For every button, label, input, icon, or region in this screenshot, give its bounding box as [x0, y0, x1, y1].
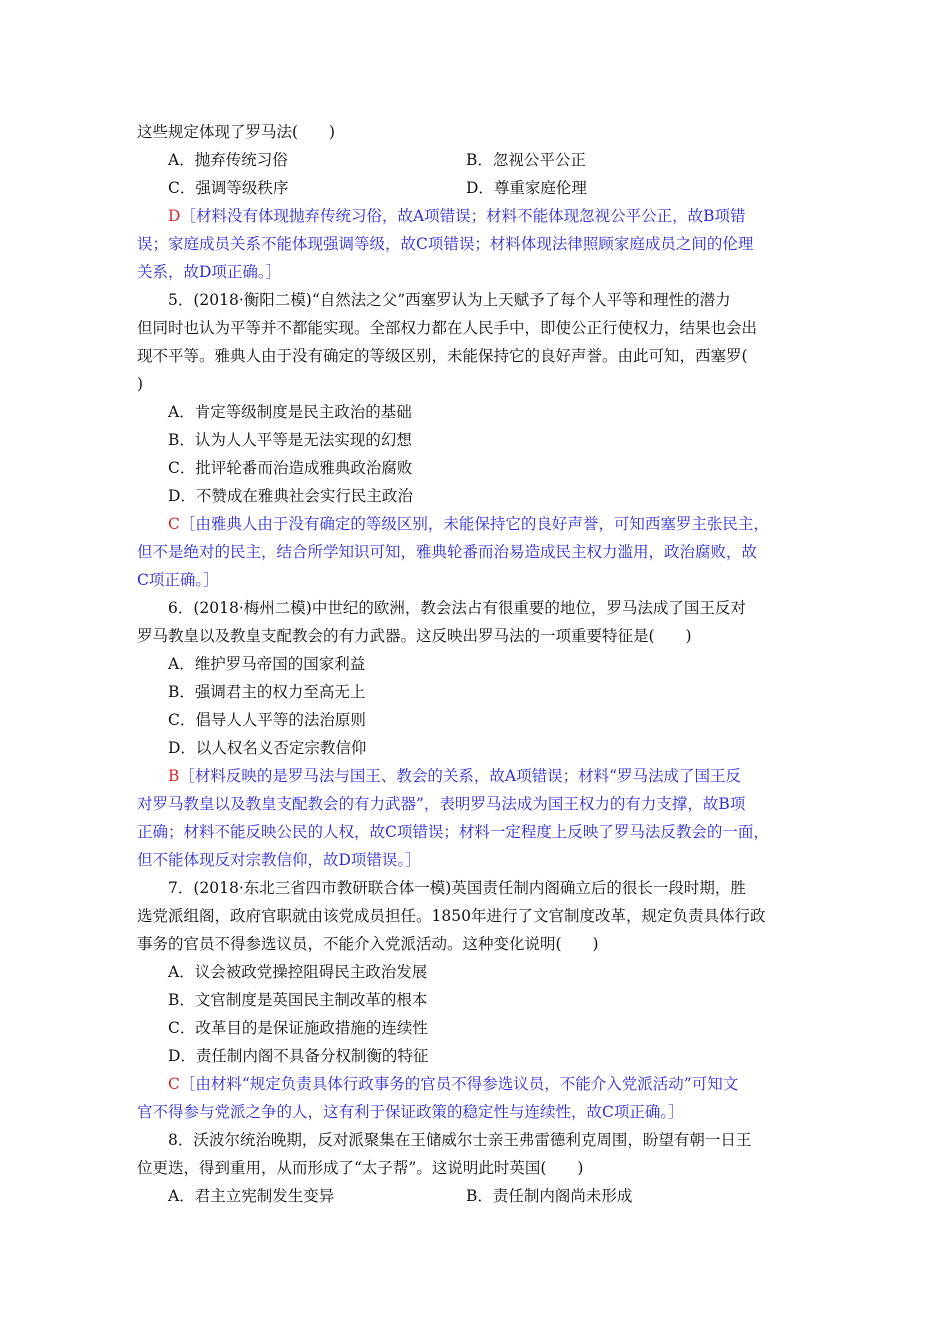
q4-explanation-line: 误；家庭成员关系不能体现强调等级，故C项错误；材料体现法律照顾家庭成员之间的伦理: [137, 235, 754, 253]
q5-option-c: C．批评轮番而治造成雅典政治腐败: [168, 459, 413, 477]
q7-option-d: D．责任制内阁不具备分权制衡的特征: [168, 1047, 429, 1065]
q5-answer-key: C: [168, 515, 180, 533]
q6-stem-line: 6．(2018·梅州二模)中世纪的欧洲，教会法占有很重要的地位，罗马法成了国王反对: [168, 599, 746, 617]
q5-stem-line: 5．(2018·衡阳二模)“自然法之父”西塞罗认为上天赋予了每个人平等和理性的潜力: [168, 291, 731, 309]
q7-stem-line: 事务的官员不得参选议员，不能介入党派活动。这种变化说明( ): [137, 935, 599, 953]
q4-option-c: C．强调等级秩序: [168, 179, 289, 197]
q8-options-row-1: [137, 1182, 813, 1210]
q7-explanation-line: C［由材料“规定负责具体行政事务的官员不得参选议员，不能介入党派活动”可知文: [168, 1075, 739, 1093]
q6-option-b: B．强调君主的权力至高无上: [168, 683, 366, 701]
q7-stem-line: 7．(2018·东北三省四市教研联合体一模)英国责任制内阁确立后的很长一段时期，胜: [168, 879, 746, 897]
q7-option-b: B．文官制度是英国民主制改革的根本: [168, 991, 428, 1009]
q6-option-c: C．倡导人人平等的法治原则: [168, 711, 366, 729]
q8-stem-line: 位更迭，得到重用，从而形成了“太子帮”。这说明此时英国( ): [137, 1159, 584, 1177]
q8-option-a: A．君主立宪制发生变异: [168, 1187, 335, 1205]
q8-option-b: B．责任制内阁尚未形成: [466, 1187, 633, 1205]
q7-option-c: C．改革目的是保证施政措施的连续性: [168, 1019, 428, 1037]
q5-explanation-line: C［由雅典人由于没有确定的等级区别，未能保持它的良好声誉，可知西塞罗主张民主，: [168, 515, 769, 533]
q7-option-a: A．议会被政党操控阻碍民主政治发展: [168, 963, 428, 981]
q6-explanation-line: 但不能体现反对宗教信仰，故D项错误。］: [137, 851, 421, 869]
q5-explanation-line: C项正确。］: [137, 571, 219, 589]
q4-option-d: D．尊重家庭伦理: [466, 179, 587, 197]
q5-stem-line: ): [137, 375, 144, 393]
q6-option-a: A．维护罗马帝国的国家利益: [168, 655, 366, 673]
q6-explanation-line: B［材料反映的是罗马法与国王、教会的关系，故A项错误；材料“罗马法成了国王反: [168, 767, 742, 785]
q4-option-a: A．抛弃传统习俗: [168, 151, 288, 169]
q6-option-d: D．以人权名义否定宗教信仰: [168, 739, 367, 757]
q5-option-a: A．肯定等级制度是民主政治的基础: [168, 403, 412, 421]
q4-option-b: B．忽视公平公正: [466, 151, 586, 169]
q6-stem-line: 罗马教皇以及教皇支配教会的有力武器。这反映出罗马法的一项重要特征是( ): [137, 627, 692, 645]
q6-explanation-line: 对罗马教皇以及教皇支配教会的有力武器”，表明罗马法成为国王权力的有力支撑，故B项: [137, 795, 746, 813]
q4-stem-tail: 这些规定体现了罗马法( ): [137, 123, 336, 141]
q4-explanation-line: D［材料没有体现抛弃传统习俗，故A项错误；材料不能体现忽视公平公正，故B项错: [168, 207, 746, 225]
question-content: [137, 118, 813, 1210]
q5-answer-block: [137, 510, 813, 594]
q7-answer-key: C: [168, 1075, 180, 1093]
q4-answer-block: [137, 202, 813, 286]
q7-answer-block: [137, 1070, 813, 1126]
q5-explanation-line: 但不是绝对的民主，结合所学知识可知，雅典轮番而治易造成民主权力滥用，政治腐败，故: [137, 543, 758, 561]
q8-stem-line: 8．沃波尔统治晚期，反对派聚集在王储威尔士亲王弗雷德利克周围，盼望有朝一日王: [168, 1131, 752, 1149]
q6-explanation-line: 正确；材料不能反映公民的人权，故C项错误；材料一定程度上反映了罗马法反教会的一面，: [137, 823, 769, 841]
q5-option-d: D．不赞成在雅典社会实行民主政治: [168, 487, 413, 505]
q5-stem-line: 现不平等。雅典人由于没有确定的等级区别，未能保持它的良好声誉。由此可知，西塞罗(: [137, 347, 748, 365]
q4-options-row-2: [137, 174, 813, 202]
q7-explanation-line: 官不得参与党派之争的人，这有利于保证政策的稳定性与连续性，故C项正确。］: [137, 1103, 684, 1121]
q6-answer-block: [137, 762, 813, 874]
q4-options-row-1: [137, 146, 813, 174]
q5-option-b: B．认为人人平等是无法实现的幻想: [168, 431, 412, 449]
q6-answer-key: B: [168, 767, 180, 785]
q5-stem-line: 但同时也认为平等并不都能实现。全部权力都在人民手中，即使公正行使权力，结果也会出: [137, 319, 758, 337]
q4-answer-key: D: [168, 207, 181, 225]
q4-explanation-line: 关系，故D项正确。］: [137, 263, 282, 281]
q7-stem-line: 选党派组阁，政府官职就由该党成员担任。1850年进行了文官制度改革，规定负责具体行政: [137, 907, 766, 925]
